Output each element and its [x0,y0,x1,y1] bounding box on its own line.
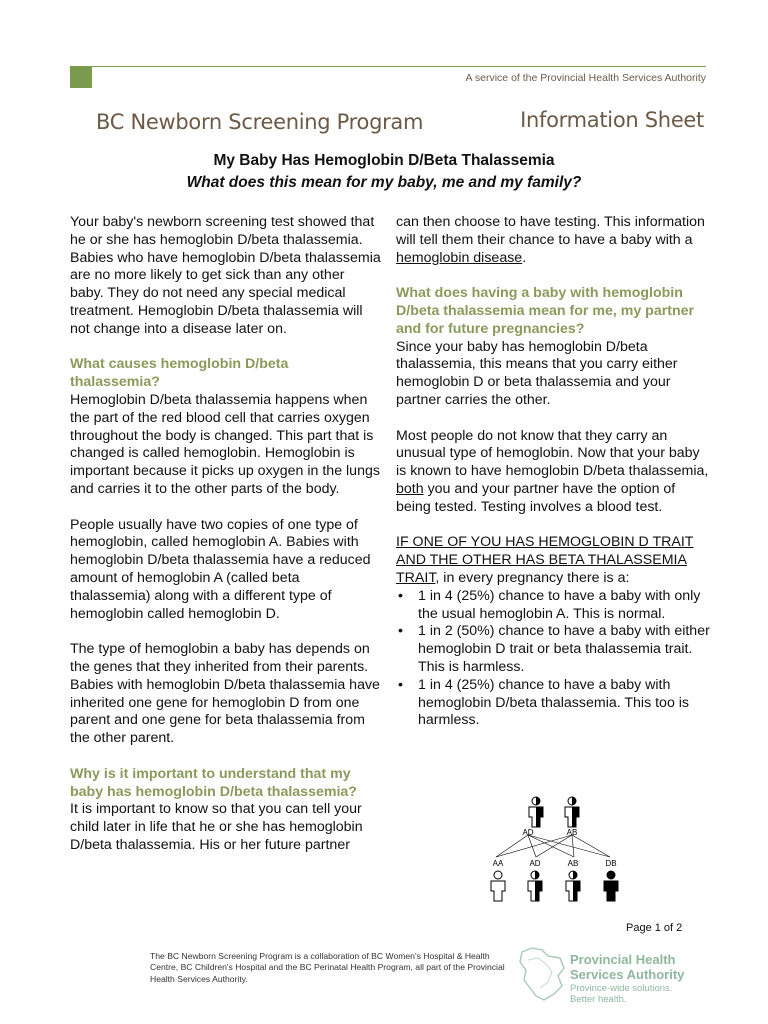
continued-end: . [522,249,527,266]
phsa-logo-name [570,952,684,982]
causes-paragraph: Hemoglobin D/beta thalassemia happens when the part of the red blood cell that carries oxygen throughout the body is changed. This part that is changed is called hemoglobin. Hemoglobin is important because it picks up oxygen in the lungs and carries it to the other parts of the body. [70,391,380,497]
trait-paragraph [396,534,712,587]
parent-figure-icon [565,797,579,827]
child-carrier-icon [528,871,542,901]
left-column [70,214,382,855]
document-title: My Baby Has Hemoglobin D/Beta Thalassemia [213,152,555,169]
list-item [396,588,712,624]
parent-label: AB [566,828,578,837]
child-label: AA [492,859,504,868]
list-item [396,677,712,730]
list-item [396,623,712,676]
list-item-text: 1 in 4 (25%) chance to have a baby with hemoglobin D/beta thalassemia. This too is harmless. [418,676,690,729]
parent-label: AD [522,828,534,837]
child-label: DB [605,859,617,868]
inheritance-diagram [476,795,646,907]
bc-map-logo-icon [518,946,568,1004]
list-item-text: 1 in 4 (25%) chance to have a baby with only the usual hemoglobin A. This is normal. [418,587,701,622]
phsa-tagline [570,983,672,1005]
child-label: AD [529,859,541,868]
child-affected-icon [604,871,618,901]
intro-paragraph: Your baby's newborn screening test showed that he or she has hemoglobin D/beta thalassemia. Babies who have hemoglobin D/beta thalassemia are no more likely to get sick than any other baby. They do not need any special medical treatment. Hemoglobin D/beta thalassemia will not change into a disease later on. [70,214,381,337]
continued-paragraph [396,214,712,267]
document-subtitle: What does this mean for my baby, me and my family? [186,174,582,191]
child-carrier-icon [566,871,580,901]
testing-end: you and your partner have the option of being tested. Testing involves a blood test. [396,480,676,515]
section-heading-importance: Why is it important to understand that my baby has hemoglobin D/beta thalassemia? [70,765,357,800]
testing-paragraph [396,428,712,517]
service-line: A service of the Provincial Health Services Authority [465,72,706,84]
phsa-name-line: Provincial Health [570,952,676,967]
section-heading-causes: What causes hemoglobin D/beta thalassemia? [70,356,289,391]
inheritance-lines [496,835,610,857]
tagline-line: Better health. [570,994,627,1005]
footer-text: The BC Newborn Screening Program is a collaboration of BC Women's Hospital & Health Centre, BC Children's Hospital and the BC Perinatal Health Program, all part of the Provincial Health Services Authority. [150,951,505,984]
header-rule [92,66,706,67]
section-heading-meaning: What does having a baby with hemoglobin D/beta thalassemia mean for me, my partner and for future pregnancies? [396,285,695,337]
bullet-icon: • [398,676,403,693]
continued-text: can then choose to have testing. This information will tell them their chance to have a baby with a [396,214,705,248]
importance-paragraph: It is important to know so that you can tell your child later in life that he or she has hemoglobin D/beta thalassemia. His or her future partner [70,801,363,853]
carrier-paragraph: Since your baby has hemoglobin D/beta thalassemia, this means that you carry either hemoglobin D or beta thalassemia and your partner carries the other. [396,338,678,408]
parent-figure-icon [529,797,543,827]
tagline-line: Province-wide solutions. [570,983,673,994]
both-emphasis: both [396,480,424,497]
list-item-text: 1 in 2 (50%) chance to have a baby with either hemoglobin D trait or beta thalassemia trait. This is harmless. [418,623,710,675]
hemoglobin-disease-link[interactable]: hemoglobin disease [396,249,523,266]
child-unaffected-icon [491,871,505,901]
copies-paragraph: People usually have two copies of one type of hemoglobin, called hemoglobin A. Babies with hemoglobin D/beta thalassemia have a reduced amount of hemoglobin A (called beta thalassemia) along with a different type of hemoglobin called hemoglobin D. [70,516,371,622]
bullet-icon: • [398,587,403,604]
testing-text: Most people do not know that they carry an unusual type of hemoglobin. Now that your baby is known to have hemoglobin D/beta thalassemia, [396,427,709,480]
bullet-icon: • [398,623,403,640]
page-number: Page 1 of 2 [626,922,683,934]
info-sheet-label: Information Sheet [520,108,704,132]
chance-list [396,588,712,730]
program-name: BC Newborn Screening Program [96,110,424,134]
trait-end: , in every pregnancy there is a: [435,569,630,586]
child-label: AB [567,859,579,868]
header-accent-block [70,66,92,88]
right-column [396,214,712,730]
trait-condition: IF ONE OF YOU HAS HEMOGLOBIN D TRAIT AND THE OTHER HAS BETA THALASSEMIA TRAIT [396,534,694,586]
genes-paragraph: The type of hemoglobin a baby has depends on the genes that they inherited from their parents. Babies with hemoglobin D/beta thalassemia have inherited one gene for hemoglobin D from one parent and one gene for beta thalassemia from the other parent. [70,641,380,747]
phsa-name-line: Services Authority [570,967,685,982]
